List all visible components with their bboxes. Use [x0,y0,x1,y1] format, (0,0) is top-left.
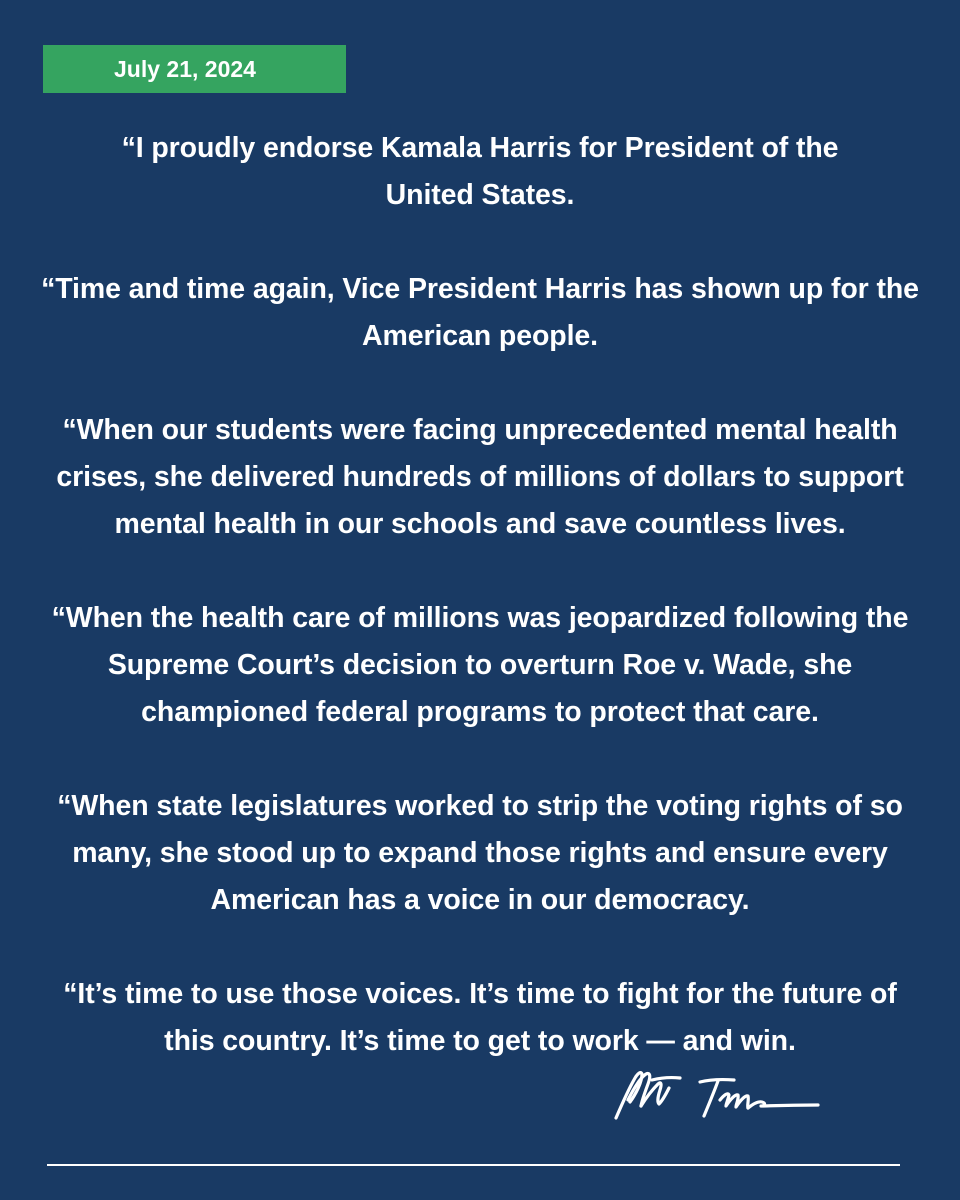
statement-line: crises, she delivered hundreds of millions of dollars to support [56,461,904,493]
statement-line: this country. It’s time to get to work — and win. [164,1025,796,1057]
statement-line: championed federal programs to protect that care. [141,696,819,728]
statement-line: “When state legislatures worked to strip the voting rights of so [57,790,903,822]
date-badge [43,45,346,93]
statement-paragraph [0,407,960,548]
statement-line: “When our students were facing unprecedented mental health [62,414,898,446]
statement-line: “When the health care of millions was jeopardized following the [51,602,909,634]
statement-paragraph [0,783,960,924]
statement-line: United States. [385,179,575,211]
statement-line: many, she stood up to expand those rights and ensure every [72,837,888,869]
statement-paragraph [0,971,960,1065]
statement-line: “It’s time to use those voices. It’s time to fight for the future of [63,978,897,1010]
statement-line: Supreme Court’s decision to overturn Roe v. Wade, she [107,649,853,681]
bottom-divider [47,1164,900,1166]
date-text: July 21, 2024 [114,56,256,82]
statement-line: American has a voice in our democracy. [210,884,750,916]
signature-image [608,1060,828,1130]
statement-line: mental health in our schools and save countless lives. [114,508,846,540]
endorsement-statement [0,125,960,1065]
statement-paragraph [0,125,960,219]
statement-line: “I proudly endorse Kamala Harris for President of the [121,132,839,164]
statement-paragraph [0,595,960,736]
statement-paragraph [0,266,960,360]
statement-line: American people. [362,320,598,352]
statement-line: “Time and time again, Vice President Harris has shown up for the [41,273,919,305]
